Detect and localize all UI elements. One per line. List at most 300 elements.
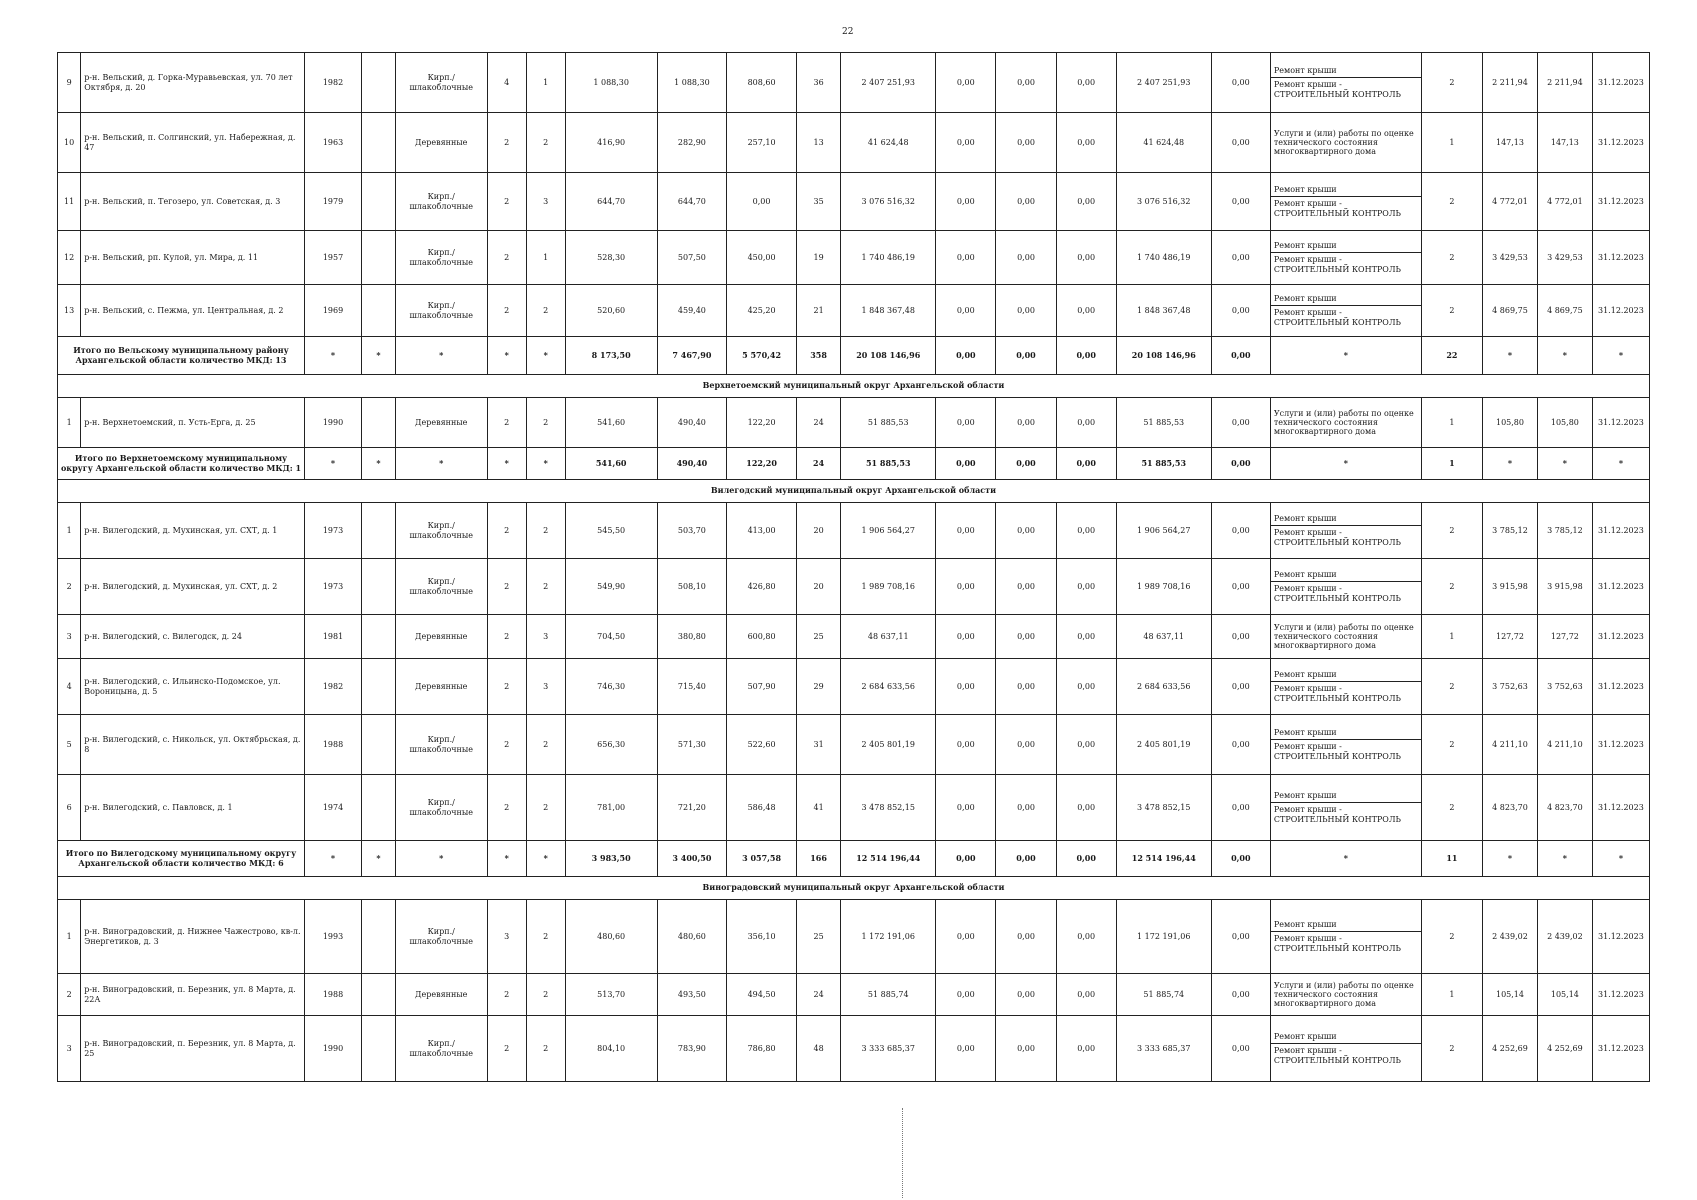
row-cost-owners: 1 172 191,06 [1116,900,1211,974]
total-area-living: 490,40 [657,448,727,480]
row-area-living: 644,70 [657,173,727,231]
row-entrances: 2 [526,974,565,1016]
row-cost-budget-local: 0,00 [1056,398,1116,448]
row-cost-other: 0,00 [1211,659,1270,715]
row-works-count: 2 [1421,503,1482,559]
row-floors: 2 [487,398,526,448]
row-cost-other: 0,00 [1211,775,1270,841]
row-entrances: 3 [526,173,565,231]
row-cost-budget-local: 0,00 [1056,503,1116,559]
row-cost-total: 3 333 685,37 [841,1016,936,1082]
row-cost-owners: 1 740 486,19 [1116,231,1211,285]
total-area-total: 3 983,50 [565,841,657,877]
row-deadline: 31.12.2023 [1592,398,1649,448]
row-empty [362,559,396,615]
total-star: * [362,337,396,375]
row-area-residential: 426,80 [727,559,797,615]
row-cost-total: 2 405 801,19 [841,715,936,775]
row-cost-owners: 51 885,74 [1116,974,1211,1016]
row-unit-cost: 105,14 [1483,974,1538,1016]
total-area-total: 541,60 [565,448,657,480]
row-cost-owners: 2 407 251,93 [1116,53,1211,113]
total-star: * [305,448,362,480]
row-residents: 21 [796,285,840,337]
row-year: 1988 [305,974,362,1016]
row-residents: 25 [796,615,840,659]
row-unit-cost: 3 915,98 [1483,559,1538,615]
row-wall-material: Кирп./ шлакоблочные [395,231,487,285]
row-number: 1 [58,398,81,448]
row-cost-total: 3 478 852,15 [841,775,936,841]
row-entrances: 3 [526,615,565,659]
total-cost-fund: 0,00 [936,448,996,480]
row-number: 9 [58,53,81,113]
work-item: Ремонт крыши [1273,1032,1337,1042]
row-area-living: 508,10 [657,559,727,615]
scan-artifact-line [902,1108,903,1198]
work-item: Ремонт крыши [1273,920,1337,930]
row-residents: 35 [796,173,840,231]
row-cost-fund: 0,00 [936,503,996,559]
row-deadline: 31.12.2023 [1592,900,1649,974]
row-area-living: 783,90 [657,1016,727,1082]
table-row [58,974,1650,1016]
row-area-total: 656,30 [565,715,657,775]
row-cost-budget-region: 0,00 [996,974,1056,1016]
row-cost-owners: 3 478 852,15 [1116,775,1211,841]
row-cost-owners: 1 989 708,16 [1116,559,1211,615]
row-works-count: 2 [1421,559,1482,615]
row-area-total: 513,70 [565,974,657,1016]
total-cost-budget-local: 0,00 [1056,337,1116,375]
row-cost-budget-local: 0,00 [1056,974,1116,1016]
row-floors: 2 [487,559,526,615]
row-cost-budget-region: 0,00 [996,1016,1056,1082]
row-area-residential: 494,50 [727,974,797,1016]
row-unit-cost-max: 4 211,10 [1537,715,1592,775]
work-item: Услуги и (или) работы по оценке технического состояния многоквартирного дома [1273,622,1414,651]
row-wall-material: Деревянные [395,659,487,715]
row-area-total: 545,50 [565,503,657,559]
row-works-count: 2 [1421,775,1482,841]
row-cost-fund: 0,00 [936,775,996,841]
row-cost-total: 1 740 486,19 [841,231,936,285]
row-empty [362,285,396,337]
row-cost-other: 0,00 [1211,900,1270,974]
total-star: * [395,448,487,480]
row-cost-other: 0,00 [1211,503,1270,559]
row-unit-cost-max: 4 252,69 [1537,1016,1592,1082]
work-item: Ремонт крыши - СТРОИТЕЛЬНЫЙ КОНТРОЛЬ [1271,931,1421,954]
section-title: Верхнетоемский муниципальный округ Архангельской области [58,375,1650,398]
row-residents: 31 [796,715,840,775]
row-floors: 2 [487,775,526,841]
row-unit-cost: 3 785,12 [1483,503,1538,559]
table-row [58,559,1650,615]
row-cost-budget-local: 0,00 [1056,53,1116,113]
row-address: р-н. Верхнетоемский, п. Усть-Ерга, д. 25 [81,398,305,448]
row-residents: 20 [796,503,840,559]
total-residents: 166 [796,841,840,877]
total-cost-budget-region: 0,00 [996,448,1056,480]
row-address: р-н. Виноградовский, п. Березник, ул. 8 Марта, д. 25 [81,1016,305,1082]
row-unit-cost-max: 3 429,53 [1537,231,1592,285]
table-row [58,615,1650,659]
row-cost-budget-region: 0,00 [996,900,1056,974]
row-area-living: 1 088,30 [657,53,727,113]
row-year: 1963 [305,113,362,173]
row-works-count: 2 [1421,53,1482,113]
row-works-count: 2 [1421,1016,1482,1082]
row-empty [362,615,396,659]
table-row [58,113,1650,173]
row-cost-budget-local: 0,00 [1056,285,1116,337]
row-cost-budget-region: 0,00 [996,113,1056,173]
row-area-residential: 413,00 [727,503,797,559]
row-deadline: 31.12.2023 [1592,173,1649,231]
total-area-living: 7 467,90 [657,337,727,375]
row-cost-budget-region: 0,00 [996,231,1056,285]
total-star: * [1537,448,1592,480]
total-row [58,448,1650,480]
row-year: 1993 [305,900,362,974]
row-works-count: 1 [1421,615,1482,659]
section-header-row [58,375,1650,398]
total-row [58,337,1650,375]
table-row [58,398,1650,448]
row-unit-cost-max: 3 785,12 [1537,503,1592,559]
capital-repair-register-table [57,52,1650,1082]
row-wall-material: Деревянные [395,113,487,173]
work-item: Ремонт крыши - СТРОИТЕЛЬНЫЙ КОНТРОЛЬ [1271,681,1421,704]
row-cost-owners: 3 076 516,32 [1116,173,1211,231]
table-row [58,173,1650,231]
row-cost-budget-local: 0,00 [1056,113,1116,173]
row-works [1270,559,1421,615]
row-unit-cost-max: 4 869,75 [1537,285,1592,337]
total-star: * [487,841,526,877]
total-star: * [395,337,487,375]
row-empty [362,173,396,231]
row-cost-fund: 0,00 [936,615,996,659]
row-cost-budget-region: 0,00 [996,53,1056,113]
work-item: Ремонт крыши [1273,670,1337,680]
row-area-residential: 425,20 [727,285,797,337]
row-address: р-н. Вилегодский, д. Мухинская, ул. СХТ, д. 2 [81,559,305,615]
section-title: Вилегодский муниципальный округ Архангельской области [58,480,1650,503]
row-area-total: 520,60 [565,285,657,337]
row-number: 1 [58,900,81,974]
row-cost-budget-region: 0,00 [996,503,1056,559]
work-item: Услуги и (или) работы по оценке технического состояния многоквартирного дома [1273,408,1414,437]
table-row [58,231,1650,285]
table-row [58,285,1650,337]
row-deadline: 31.12.2023 [1592,285,1649,337]
row-cost-budget-region: 0,00 [996,659,1056,715]
total-cost-owners: 51 885,53 [1116,448,1211,480]
row-works [1270,173,1421,231]
total-star: * [1483,841,1538,877]
row-entrances: 2 [526,503,565,559]
section-header-row [58,877,1650,900]
row-empty [362,715,396,775]
row-cost-other: 0,00 [1211,715,1270,775]
row-works [1270,974,1421,1016]
total-star: * [1592,337,1649,375]
row-residents: 20 [796,559,840,615]
row-cost-total: 48 637,11 [841,615,936,659]
row-wall-material: Деревянные [395,974,487,1016]
row-cost-budget-local: 0,00 [1056,559,1116,615]
row-number: 12 [58,231,81,285]
row-unit-cost: 3 752,63 [1483,659,1538,715]
row-area-residential: 356,10 [727,900,797,974]
work-item: Ремонт крыши - СТРОИТЕЛЬНЫЙ КОНТРОЛЬ [1271,1043,1421,1066]
total-star: * [526,841,565,877]
row-wall-material: Кирп./ шлакоблочные [395,775,487,841]
work-item: Услуги и (или) работы по оценке технического состояния многоквартирного дома [1273,128,1414,157]
row-residents: 48 [796,1016,840,1082]
row-wall-material: Кирп./ шлакоблочные [395,1016,487,1082]
row-cost-fund: 0,00 [936,974,996,1016]
row-unit-cost: 4 252,69 [1483,1016,1538,1082]
total-residents: 358 [796,337,840,375]
row-wall-material: Кирп./ шлакоблочные [395,503,487,559]
total-works-count: 22 [1421,337,1482,375]
row-empty [362,398,396,448]
total-star: * [362,448,396,480]
row-cost-fund: 0,00 [936,53,996,113]
row-cost-total: 1 172 191,06 [841,900,936,974]
row-cost-budget-local: 0,00 [1056,231,1116,285]
row-works [1270,398,1421,448]
row-unit-cost-max: 3 915,98 [1537,559,1592,615]
row-deadline: 31.12.2023 [1592,53,1649,113]
row-area-residential: 257,10 [727,113,797,173]
row-number: 1 [58,503,81,559]
row-area-residential: 600,80 [727,615,797,659]
row-unit-cost: 3 429,53 [1483,231,1538,285]
row-cost-other: 0,00 [1211,53,1270,113]
row-works [1270,53,1421,113]
row-unit-cost-max: 147,13 [1537,113,1592,173]
total-cost-other: 0,00 [1211,337,1270,375]
row-entrances: 2 [526,398,565,448]
row-deadline: 31.12.2023 [1592,615,1649,659]
row-area-residential: 122,20 [727,398,797,448]
row-cost-owners: 48 637,11 [1116,615,1211,659]
row-cost-owners: 1 906 564,27 [1116,503,1211,559]
total-area-residential: 3 057,58 [727,841,797,877]
row-deadline: 31.12.2023 [1592,775,1649,841]
row-area-total: 528,30 [565,231,657,285]
row-address: р-н. Вилегодский, с. Павловск, д. 1 [81,775,305,841]
row-cost-total: 1 906 564,27 [841,503,936,559]
row-unit-cost-max: 2 211,94 [1537,53,1592,113]
row-works-count: 1 [1421,113,1482,173]
row-cost-fund: 0,00 [936,715,996,775]
row-unit-cost-max: 4 823,70 [1537,775,1592,841]
row-floors: 2 [487,173,526,231]
row-address: р-н. Вельский, рп. Кулой, ул. Мира, д. 11 [81,231,305,285]
total-star: * [1270,841,1421,877]
row-area-living: 715,40 [657,659,727,715]
row-entrances: 2 [526,775,565,841]
row-area-residential: 450,00 [727,231,797,285]
row-cost-budget-region: 0,00 [996,173,1056,231]
row-works [1270,659,1421,715]
total-cost: 20 108 146,96 [841,337,936,375]
row-cost-other: 0,00 [1211,398,1270,448]
row-year: 1957 [305,231,362,285]
work-item: Ремонт крыши - СТРОИТЕЛЬНЫЙ КОНТРОЛЬ [1271,581,1421,604]
row-cost-budget-local: 0,00 [1056,715,1116,775]
row-residents: 24 [796,398,840,448]
work-item: Ремонт крыши [1273,241,1337,251]
row-unit-cost: 2 211,94 [1483,53,1538,113]
table-row [58,715,1650,775]
row-number: 10 [58,113,81,173]
row-area-residential: 507,90 [727,659,797,715]
row-area-residential: 522,60 [727,715,797,775]
row-address: р-н. Вилегодский, с. Никольск, ул. Октябрьская, д. 8 [81,715,305,775]
total-area-total: 8 173,50 [565,337,657,375]
row-residents: 24 [796,974,840,1016]
row-year: 1990 [305,398,362,448]
row-area-total: 416,90 [565,113,657,173]
row-cost-other: 0,00 [1211,559,1270,615]
row-cost-other: 0,00 [1211,285,1270,337]
total-row [58,841,1650,877]
row-number: 2 [58,559,81,615]
table-row [58,900,1650,974]
row-works-count: 2 [1421,659,1482,715]
total-cost-fund: 0,00 [936,337,996,375]
row-year: 1974 [305,775,362,841]
row-year: 1973 [305,503,362,559]
row-address: р-н. Виноградовский, д. Нижнее Чажестрово, кв-л. Энергетиков, д. 3 [81,900,305,974]
total-area-residential: 5 570,42 [727,337,797,375]
total-cost-budget-local: 0,00 [1056,448,1116,480]
total-cost-owners: 12 514 196,44 [1116,841,1211,877]
total-cost-other: 0,00 [1211,448,1270,480]
row-area-living: 490,40 [657,398,727,448]
row-works [1270,285,1421,337]
row-unit-cost: 105,80 [1483,398,1538,448]
row-unit-cost-max: 3 752,63 [1537,659,1592,715]
row-residents: 19 [796,231,840,285]
row-residents: 25 [796,900,840,974]
work-item: Ремонт крыши - СТРОИТЕЛЬНЫЙ КОНТРОЛЬ [1271,802,1421,825]
row-unit-cost-max: 105,14 [1537,974,1592,1016]
row-floors: 2 [487,113,526,173]
row-area-living: 721,20 [657,775,727,841]
row-entrances: 2 [526,285,565,337]
total-cost-owners: 20 108 146,96 [1116,337,1211,375]
row-cost-fund: 0,00 [936,659,996,715]
row-unit-cost: 127,72 [1483,615,1538,659]
row-cost-other: 0,00 [1211,113,1270,173]
table-row [58,53,1650,113]
row-works [1270,503,1421,559]
row-area-residential: 808,60 [727,53,797,113]
row-cost-budget-region: 0,00 [996,398,1056,448]
row-entrances: 2 [526,1016,565,1082]
total-star: * [362,841,396,877]
row-cost-fund: 0,00 [936,113,996,173]
work-item: Ремонт крыши - СТРОИТЕЛЬНЫЙ КОНТРОЛЬ [1271,252,1421,275]
row-works-count: 2 [1421,173,1482,231]
row-empty [362,974,396,1016]
row-residents: 36 [796,53,840,113]
total-works-count: 11 [1421,841,1482,877]
total-star: * [487,337,526,375]
row-address: р-н. Вельский, п. Тегозеро, ул. Советская, д. 3 [81,173,305,231]
row-cost-fund: 0,00 [936,559,996,615]
row-floors: 2 [487,503,526,559]
row-deadline: 31.12.2023 [1592,974,1649,1016]
section-header-row [58,480,1650,503]
row-wall-material: Деревянные [395,615,487,659]
total-cost: 12 514 196,44 [841,841,936,877]
row-empty [362,113,396,173]
row-unit-cost-max: 105,80 [1537,398,1592,448]
row-floors: 2 [487,974,526,1016]
row-empty [362,775,396,841]
row-entrances: 1 [526,53,565,113]
row-address: р-н. Виноградовский, п. Березник, ул. 8 Марта, д. 22А [81,974,305,1016]
row-deadline: 31.12.2023 [1592,113,1649,173]
row-works [1270,615,1421,659]
row-cost-owners: 3 333 685,37 [1116,1016,1211,1082]
row-cost-budget-region: 0,00 [996,775,1056,841]
row-cost-other: 0,00 [1211,173,1270,231]
row-cost-owners: 1 848 367,48 [1116,285,1211,337]
row-cost-fund: 0,00 [936,285,996,337]
total-star: * [1537,841,1592,877]
row-cost-fund: 0,00 [936,173,996,231]
row-cost-fund: 0,00 [936,900,996,974]
row-area-total: 704,50 [565,615,657,659]
row-area-total: 549,90 [565,559,657,615]
row-unit-cost: 4 772,01 [1483,173,1538,231]
row-area-living: 380,80 [657,615,727,659]
total-cost: 51 885,53 [841,448,936,480]
row-cost-other: 0,00 [1211,1016,1270,1082]
row-year: 1988 [305,715,362,775]
row-cost-budget-region: 0,00 [996,615,1056,659]
row-works-count: 1 [1421,398,1482,448]
row-deadline: 31.12.2023 [1592,659,1649,715]
work-item: Услуги и (или) работы по оценке технического состояния многоквартирного дома [1273,980,1414,1009]
row-wall-material: Кирп./ шлакоблочные [395,900,487,974]
row-works-count: 2 [1421,285,1482,337]
row-address: р-н. Вельский, с. Пежма, ул. Центральная, д. 2 [81,285,305,337]
row-cost-other: 0,00 [1211,974,1270,1016]
total-star: * [1592,448,1649,480]
row-cost-fund: 0,00 [936,231,996,285]
row-cost-owners: 51 885,53 [1116,398,1211,448]
row-unit-cost-max: 127,72 [1537,615,1592,659]
row-floors: 2 [487,231,526,285]
work-item: Ремонт крыши [1273,66,1337,76]
row-number: 5 [58,715,81,775]
total-label: Итого по Вельскому муниципальному району Архангельской области количество МКД: 13 [58,337,305,375]
row-number: 4 [58,659,81,715]
row-unit-cost-max: 4 772,01 [1537,173,1592,231]
row-area-total: 804,10 [565,1016,657,1082]
total-cost-budget-region: 0,00 [996,337,1056,375]
